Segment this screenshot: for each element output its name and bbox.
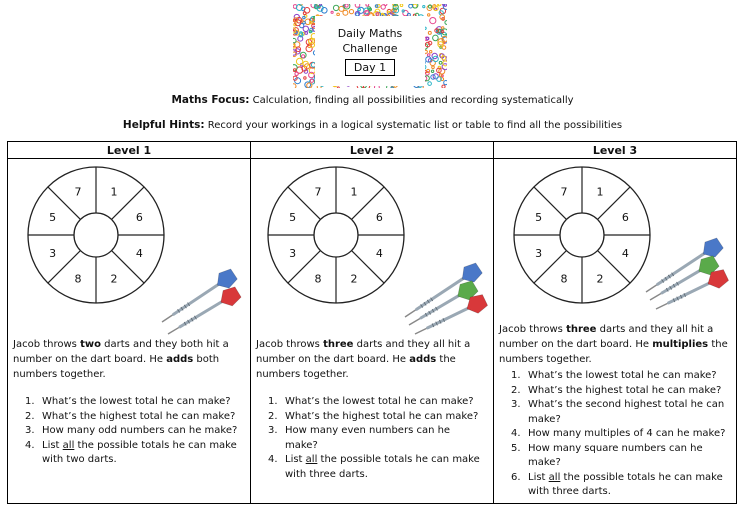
- question-number: 3.: [268, 425, 278, 436]
- level-3-questions: [511, 369, 726, 500]
- question-text: List: [285, 454, 306, 465]
- level-2-column: [251, 142, 494, 503]
- level-3-column: [494, 142, 736, 503]
- question-text: How many square numbers can he make?: [528, 442, 703, 468]
- three-darts-icon: [401, 262, 491, 337]
- question-number: 4.: [511, 428, 521, 439]
- dartboard-number: 5: [289, 211, 297, 224]
- question-item: [268, 453, 483, 482]
- dartboard-icon: [26, 165, 166, 305]
- question-item: [511, 442, 726, 471]
- question-item: [25, 395, 240, 410]
- question-number: 2.: [268, 410, 278, 422]
- dartboard-number: 4: [621, 247, 629, 260]
- dartboard-number: 6: [375, 211, 383, 224]
- question-item: [511, 398, 726, 427]
- desc-emphasis: two: [80, 339, 101, 350]
- two-darts-icon: [156, 262, 246, 337]
- level-2-description: [256, 337, 488, 382]
- helpful-hints: [0, 119, 745, 131]
- question-item: [511, 471, 726, 500]
- question-text: What’s the second highest total he can make?: [528, 399, 725, 425]
- question-text: How many odd numbers can he make?: [42, 425, 238, 436]
- banner-day: Day 1: [345, 59, 395, 76]
- question-text: What’s the highest total he can make?: [42, 410, 236, 422]
- question-number: 2.: [511, 384, 521, 396]
- question-text: What’s the lowest total he can make?: [285, 396, 474, 407]
- question-text: What’s the lowest total he can make?: [528, 370, 717, 381]
- level-3-description: [499, 322, 731, 367]
- dartboard-number: 8: [314, 272, 322, 286]
- dart: [409, 281, 478, 325]
- helpful-hints-text: Record your workings in a logical systematic list or table to find all the possibilities: [204, 120, 623, 131]
- desc-operation: multiplies: [652, 339, 709, 350]
- dartboard-number: 5: [49, 211, 57, 224]
- banner-title-line2: Challenge: [342, 42, 398, 55]
- question-item: [268, 395, 483, 410]
- question-underlined: all: [62, 439, 75, 451]
- title-card: [315, 16, 425, 86]
- question-number: 6.: [511, 471, 521, 483]
- dartboard-number: 6: [135, 211, 143, 224]
- dartboard-number: 8: [560, 272, 568, 286]
- dart: [650, 256, 719, 300]
- maths-focus-text: Calculation, finding all possibilities and recording systematically: [249, 95, 574, 106]
- question-text: List: [528, 471, 549, 483]
- dartboard-number: 3: [535, 247, 543, 260]
- maths-focus: [0, 94, 745, 106]
- question-number: 4.: [25, 439, 35, 451]
- question-text: What’s the lowest total he can make?: [42, 396, 231, 407]
- level-1-column: [8, 142, 251, 503]
- dartboard-icon: [266, 165, 406, 305]
- desc-operation: adds: [409, 354, 437, 365]
- dartboard-number: 4: [375, 247, 383, 260]
- dartboard-number: 4: [135, 247, 143, 260]
- dartboard-number: 1: [596, 185, 604, 199]
- question-number: 3.: [25, 425, 35, 436]
- dartboard-number: 2: [110, 272, 118, 286]
- question-number: 1.: [25, 396, 35, 407]
- desc-text: Jacob throws: [13, 339, 81, 350]
- levels-table: [7, 141, 737, 504]
- question-item: [511, 427, 726, 442]
- desc-text: darts and they both hit a number on the dart board. He: [13, 339, 229, 365]
- dartboard-number: 2: [350, 272, 358, 286]
- question-number: 1.: [268, 396, 278, 407]
- dartboard-number: 7: [74, 185, 82, 199]
- question-number: 1.: [511, 370, 521, 381]
- level-2-questions: [268, 395, 483, 482]
- question-number: 2.: [25, 410, 35, 422]
- question-number: 3.: [511, 399, 521, 410]
- question-item: [25, 424, 240, 439]
- question-item: [268, 410, 483, 425]
- question-item: [511, 369, 726, 384]
- desc-text: Jacob throws: [499, 324, 567, 335]
- level-1-description: [13, 337, 245, 382]
- question-text: the possible totals he can make with three darts.: [528, 471, 723, 497]
- question-item: [25, 410, 240, 425]
- question-underlined: all: [548, 471, 561, 483]
- dartboard-number: 5: [535, 211, 543, 224]
- level-1-questions: [25, 395, 240, 468]
- title-banner: [293, 4, 447, 88]
- question-text: List: [42, 439, 63, 451]
- question-item: [25, 439, 240, 468]
- desc-text: darts and they all hit a number on the dart board. He: [499, 324, 714, 350]
- desc-operation: adds: [166, 354, 194, 365]
- dartboard-number: 6: [621, 211, 629, 224]
- desc-text: the numbers together.: [499, 339, 728, 365]
- question-number: 4.: [268, 454, 278, 465]
- dartboard-number: 8: [74, 272, 82, 286]
- question-item: [511, 384, 726, 399]
- desc-emphasis: three: [566, 324, 597, 335]
- dartboard-number: 7: [314, 185, 322, 199]
- maths-focus-label: Maths Focus:: [171, 94, 250, 106]
- desc-text: Jacob throws: [256, 339, 324, 350]
- question-item: [268, 424, 483, 453]
- dartboard-number: 1: [110, 185, 118, 199]
- dartboard-number: 3: [289, 247, 297, 260]
- three-darts-icon: [642, 237, 732, 312]
- dartboard-number: 7: [560, 185, 568, 199]
- dartboard-number: 3: [49, 247, 57, 260]
- banner-title-line1: Daily Maths: [337, 27, 403, 40]
- desc-emphasis: three: [323, 339, 354, 350]
- level-3-title: Level 3: [494, 142, 736, 159]
- helpful-hints-label: Helpful Hints:: [122, 119, 205, 131]
- desc-text: the numbers together.: [256, 354, 456, 380]
- question-text: How many multiples of 4 can he make?: [528, 428, 726, 439]
- level-1-title: Level 1: [8, 142, 250, 159]
- question-text: What’s the highest total he can make?: [528, 384, 722, 396]
- desc-text: both numbers together.: [13, 354, 220, 380]
- dartboard-number: 1: [350, 185, 358, 199]
- question-text: How many even numbers can he make?: [285, 425, 451, 451]
- dartboard-number: 2: [596, 272, 604, 286]
- level-2-title: Level 2: [251, 142, 493, 159]
- desc-text: darts and they all hit a number on the dart board. He: [256, 339, 471, 365]
- question-underlined: all: [305, 454, 318, 465]
- question-text: the possible totals he can make with three darts.: [285, 454, 480, 480]
- question-text: the possible totals he can make with two darts.: [42, 439, 237, 465]
- question-number: 5.: [511, 442, 521, 454]
- question-text: What’s the highest total he can make?: [285, 410, 479, 422]
- dartboard-icon: [512, 165, 652, 305]
